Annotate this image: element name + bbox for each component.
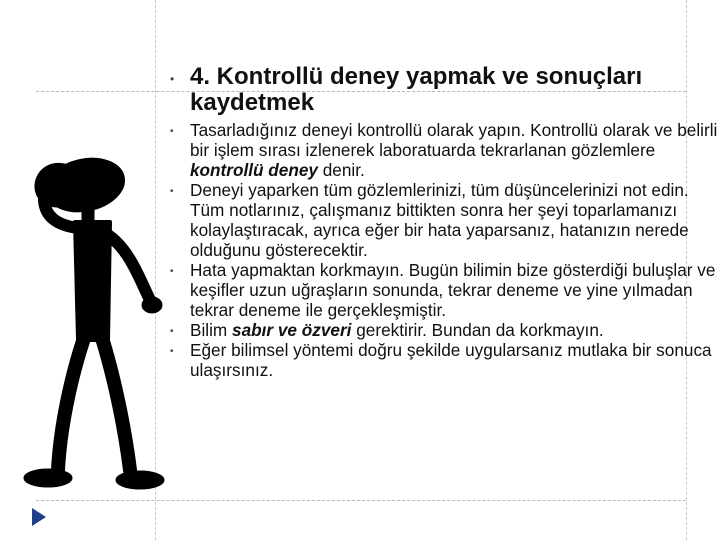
- bullet-icon: •: [170, 326, 174, 337]
- list-item: [168, 260, 718, 320]
- list-item-text: [190, 260, 718, 320]
- text-run: Deneyi yaparken tüm gözlemlerinizi, tüm düşüncelerinizi not edin. Tüm notlarınız, çalışmanız bittikten sonra her şeyi toparlamanızı kolaylaştıracak, ayrıca eğer bir hata yaparsanız, hatanızın nerede olduğunu gösterecektir.: [190, 180, 689, 260]
- nav-arrow-icon[interactable]: [30, 506, 48, 528]
- text-run: Eğer bilimsel yöntemi doğru şekilde uygularsanız mutlaka bir sonuca ulaşırsınız.: [190, 340, 712, 380]
- thinking-stick-figure-icon: [0, 0, 170, 510]
- text-run: Bilim: [190, 320, 233, 340]
- emphasis-text: kontrollü deney: [190, 160, 318, 180]
- text-run: gerektirir. Bundan da korkmayın.: [351, 320, 604, 340]
- bullet-icon: •: [170, 126, 174, 137]
- slide-title: 4. Kontrollü deney yapmak ve sonuçları kaydetmek: [190, 63, 643, 116]
- slide-title-row: [168, 64, 688, 116]
- list-item-text: [190, 120, 718, 180]
- list-item-text: [190, 180, 718, 260]
- list-item: [168, 340, 718, 380]
- list-item-text: [190, 320, 718, 340]
- bullet-icon: •: [170, 266, 174, 277]
- emphasis-text: sabır ve özveri: [232, 320, 352, 340]
- text-run: denir.: [317, 160, 365, 180]
- text-run: Hata yapmaktan korkmayın. Bugün bilimin bize gösterdiği buluşlar ve keşifler uzun uğraşların sonunda, tekrar deneme ve yine yılmadan tekrar deneme ile gerçekleşmiştir.: [190, 260, 716, 320]
- bullet-list: [168, 120, 718, 380]
- list-item-text: [190, 340, 718, 380]
- bullet-icon: •: [170, 186, 174, 197]
- list-item: [168, 180, 718, 260]
- bullet-icon: •: [170, 72, 175, 86]
- bullet-icon: •: [170, 346, 174, 357]
- list-item: [168, 320, 718, 340]
- list-item: [168, 120, 718, 180]
- text-run: Tasarladığınız deneyi kontrollü olarak yapın. Kontrollü olarak ve belirli bir işlem sırası izlenerek laboratuarda tekrarlanan gözlemlere: [190, 120, 718, 160]
